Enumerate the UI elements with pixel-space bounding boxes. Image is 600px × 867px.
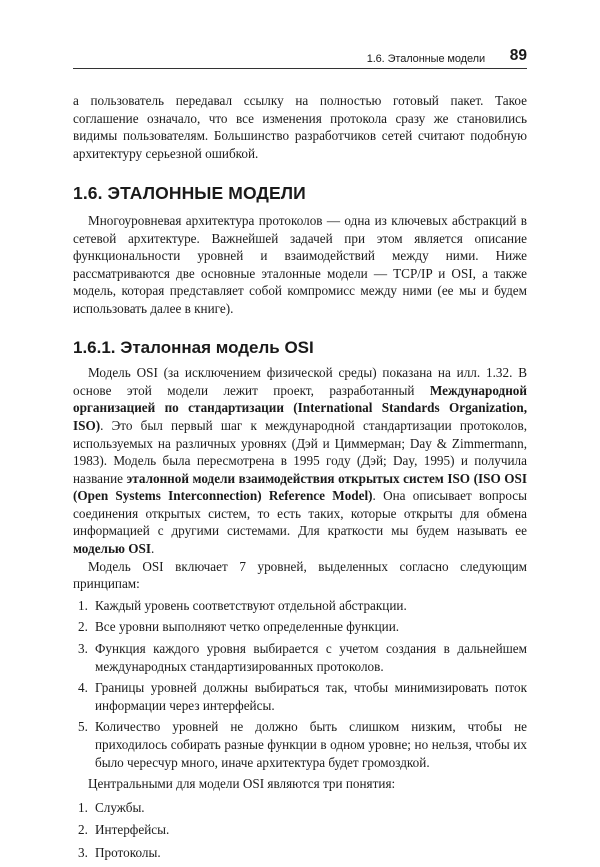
- list-item: [73, 679, 527, 714]
- list-text: Все уровни выполняют четко определенные функции.: [95, 619, 400, 635]
- header-section-title: 1.6. Эталонные модели: [366, 53, 485, 65]
- concepts-list: [73, 799, 527, 862]
- list-item: [73, 597, 527, 615]
- list-text: Службы.: [95, 799, 145, 815]
- osi-term-model: моделью OSI: [73, 541, 152, 557]
- osi-term-reference-model: эталонной модели взаимодействия открытых систем ISO (ISO OSI (Open Systems Interconnection) Reference Model): [73, 470, 527, 504]
- list-text: Функция каждого уровня выбирается с учетом создания в дальнейшем международных стандартизированных протоколов.: [95, 641, 527, 674]
- list-number: 1.: [78, 799, 88, 815]
- intro-paragraph: а пользователь передавал ссылку на полностью готовый пакет. Такое соглашение означало, что все изменения протокола сразу же становились видимы пользователям. Большинство разработчиков сетей считают подобную архитектуру серьезной ошибкой.: [73, 93, 527, 161]
- concepts-intro: Центральными для модели OSI являются три понятия:: [88, 776, 396, 792]
- list-text: Границы уровней должны выбираться так, чтобы минимизировать поток информации через интерфейсы.: [95, 680, 527, 713]
- list-text: Каждый уровень соответствуют отдельной абстракции.: [95, 597, 407, 613]
- list-item: [73, 821, 527, 839]
- osi-text-3: . Она описывает вопросы соединения открытых систем, то есть таких, которые открыты для обмена информацией с другими системами. Для краткости мы будем называть ее: [73, 488, 527, 539]
- page-number: 89: [509, 47, 527, 64]
- list-item: [73, 799, 527, 817]
- list-item: [73, 844, 527, 862]
- list-number: 1.: [78, 597, 88, 613]
- list-number: 4.: [78, 680, 88, 696]
- list-item: [73, 618, 527, 636]
- list-text: Количество уровней не должно быть слишком низким, чтобы не приходилось собирать разные функции в одном уровне; но нельзя, чтобы их было чересчур много, иначе архитектура будет громоздкой.: [95, 719, 527, 770]
- principles-intro: Модель OSI включает 7 уровней, выделенных согласно следующим принципам:: [73, 558, 527, 592]
- section-heading: 1.6. ЭТАЛОННЫЕ МОДЕЛИ: [73, 183, 306, 204]
- principles-list: [73, 597, 527, 771]
- list-text: Протоколы.: [95, 844, 161, 860]
- osi-text-4: .: [151, 541, 155, 557]
- list-number: 3.: [78, 641, 88, 657]
- list-number: 2.: [78, 822, 88, 838]
- list-item: [73, 718, 527, 771]
- page-body: [73, 92, 527, 867]
- running-header: [73, 44, 527, 69]
- list-number: 2.: [78, 619, 88, 635]
- list-number: 5.: [78, 719, 88, 735]
- list-number: 3.: [78, 844, 88, 860]
- subsection-heading: 1.6.1. Эталонная модель OSI: [73, 337, 314, 357]
- osi-paragraph: [73, 364, 527, 558]
- list-text: Интерфейсы.: [95, 822, 170, 838]
- section-paragraph: Многоуровневая архитектура протоколов — одна из ключевых абстракций в сетевой архитектуре. Важнейшей задачей при этом является описание функциональности уровней и взаимодействий между ними. Ниже рассматриваются две основные эталонные модели — TCP/IP и OSI, а также модель, которая представляет собой компромисс между ними (ее мы и будем использовать далее в книге).: [73, 212, 527, 316]
- list-item: [73, 640, 527, 675]
- osi-term-iso: Международной организацией по стандартизации (International Standards Organization, ISO): [73, 382, 527, 433]
- osi-text-1: Модель OSI (за исключением физической среды) показана на илл. 1.32. В основе этой модели лежит проект, разработанный: [73, 365, 527, 398]
- osi-text-2: . Это был первый шаг к международной стандартизации протоколов, используемых на различных уровнях (Дэй и Циммерман; Day & Zimmermann, 1983). Модель была пересмотрена в 1995 году (Дэй; Day, 1995) и получила название: [73, 417, 527, 486]
